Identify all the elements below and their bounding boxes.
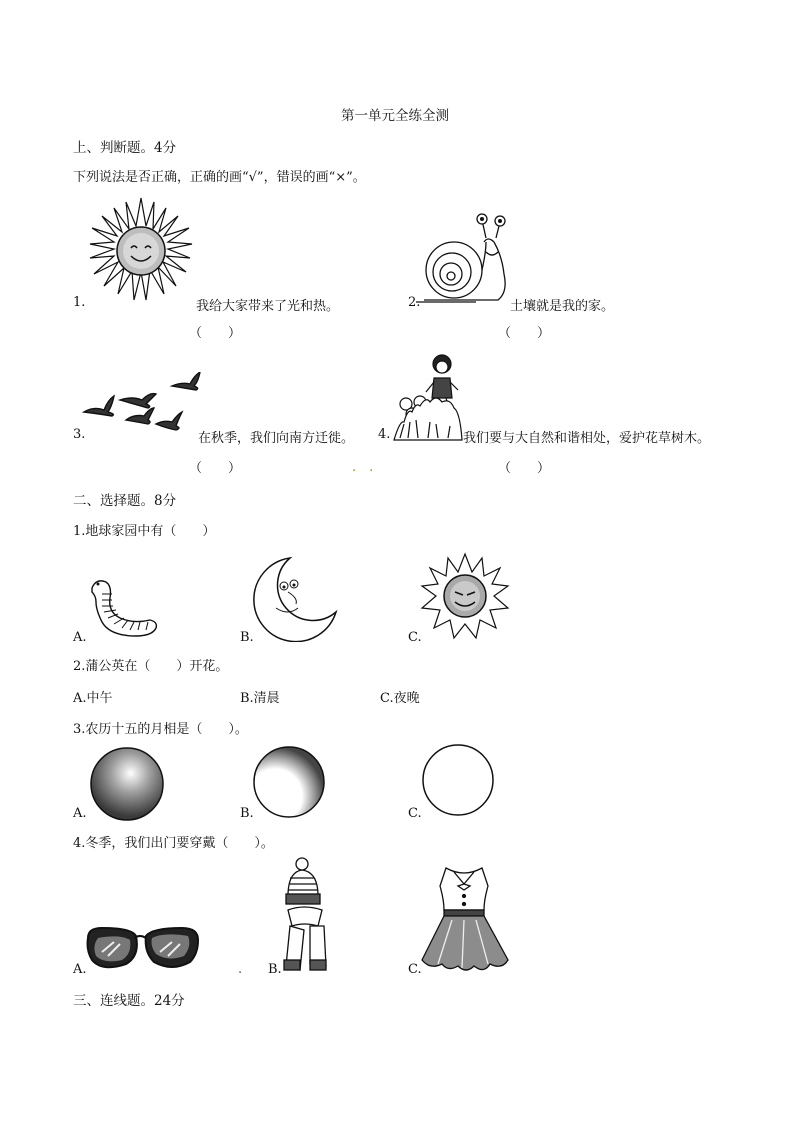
answer-blank[interactable]: （ ） — [498, 326, 551, 341]
worm-icon — [86, 576, 161, 638]
stray-dot: . — [238, 962, 243, 977]
option-label-b[interactable]: B. — [240, 630, 254, 645]
item-statement: 我给大家带来了光和热。 — [196, 299, 340, 314]
section-heading-choice: 二、选择题。8分 — [73, 493, 177, 509]
crescent-moon-icon — [250, 556, 340, 642]
dress-icon — [418, 864, 510, 972]
snail-icon — [416, 212, 512, 304]
item-number: 1. — [73, 295, 86, 310]
full-moon-icon — [420, 742, 496, 818]
option-label-a[interactable]: A. — [73, 630, 87, 645]
birds-icon — [80, 372, 205, 434]
section-instruction: 下列说法是否正确，正确的画“√”，错误的画“×”。 — [73, 170, 366, 185]
question-stem: 3.农历十五的月相是（ ）。 — [73, 722, 248, 737]
option-c[interactable]: C.夜晚 — [380, 691, 420, 706]
option-label-c[interactable]: C. — [408, 630, 422, 645]
option-a[interactable]: A.中午 — [73, 691, 113, 706]
question-stem: 1.地球家园中有（ ） — [73, 524, 216, 539]
question-stem: 2.蒲公英在（ ）开花。 — [73, 659, 229, 674]
option-label-a[interactable]: A. — [73, 962, 87, 977]
sunglasses-icon — [84, 916, 204, 974]
question-stem: 4.冬季，我们出门要穿戴（ ）。 — [73, 836, 274, 851]
sun-icon — [86, 196, 196, 306]
item-number: 2. — [408, 295, 421, 310]
item-statement: 我们要与大自然和谐相处，爱护花草树木。 — [463, 431, 711, 446]
item-number: 3. — [73, 427, 86, 442]
item-statement: 在秋季，我们向南方迁徙。 — [198, 431, 355, 446]
section-heading-matching: 三、连线题。24分 — [73, 993, 185, 1009]
option-b[interactable]: B.清晨 — [240, 691, 280, 706]
section-heading-judgment: 上、判断题。4分 — [73, 140, 177, 156]
answer-blank[interactable]: （ ） — [189, 461, 242, 476]
option-label-b[interactable]: B. — [240, 806, 254, 821]
sun-icon — [420, 552, 510, 640]
girl-flowers-icon — [392, 352, 464, 442]
stray-dots: . . — [352, 460, 374, 475]
option-label-c[interactable]: C. — [408, 962, 422, 977]
moon-shaded-icon — [88, 745, 166, 823]
moon-partial-icon — [252, 745, 327, 820]
option-label-a[interactable]: A. — [73, 806, 87, 821]
item-number: 4. — [378, 427, 391, 442]
option-label-c[interactable]: C. — [408, 806, 422, 821]
hat-scarf-icon — [280, 856, 332, 974]
page-title: 第一单元全练全测 — [341, 108, 449, 124]
answer-blank[interactable]: （ ） — [498, 461, 551, 476]
answer-blank[interactable]: （ ） — [189, 326, 242, 341]
item-statement: 土壤就是我的家。 — [510, 299, 615, 314]
option-label-b[interactable]: B. — [268, 962, 282, 977]
